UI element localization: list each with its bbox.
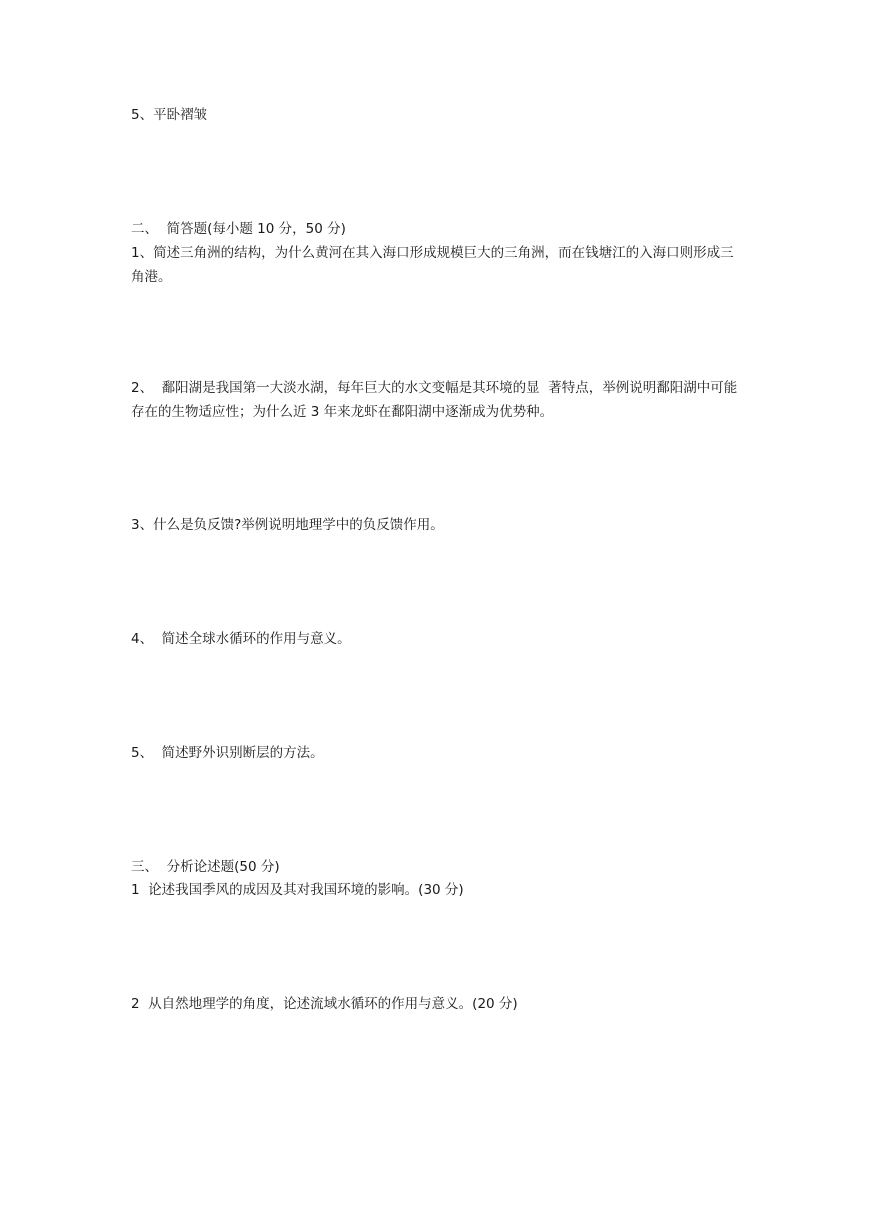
section-heading-essay: 三、 分析论述题(50 分) — [131, 859, 280, 875]
term-item-5: 5、平卧褶皱 — [131, 107, 208, 123]
short-answer-question-4: 4、 简述全球水循环的作用与意义。 — [131, 631, 351, 647]
short-answer-question-5: 5、 简述野外识别断层的方法。 — [131, 745, 324, 761]
short-answer-question-3: 3、什么是负反馈?举例说明地理学中的负反馈作用。 — [131, 517, 444, 533]
essay-question-1: 1 论述我国季风的成因及其对我国环境的影响。(30 分) — [131, 882, 464, 898]
essay-question-2: 2 从自然地理学的角度，论述流域水循环的作用与意义。(20 分) — [131, 996, 518, 1012]
short-answer-question-1: 1、简述三角洲的结构，为什么黄河在其入海口形成规模巨大的三角洲，而在钱塘江的入海口则形成三角港。 — [131, 245, 734, 285]
section-heading-short-answer: 二、 简答题(每小题 10 分，50 分) — [131, 221, 346, 237]
short-answer-question-2: 2、 鄱阳湖是我国第一大淡水湖，每年巨大的水文变幅是其环境的显 著特点，举例说明鄱阳湖中可能存在的生物适应性；为什么近 3 年来龙虾在鄱阳湖中逐渐成为优势种。 — [131, 380, 738, 420]
